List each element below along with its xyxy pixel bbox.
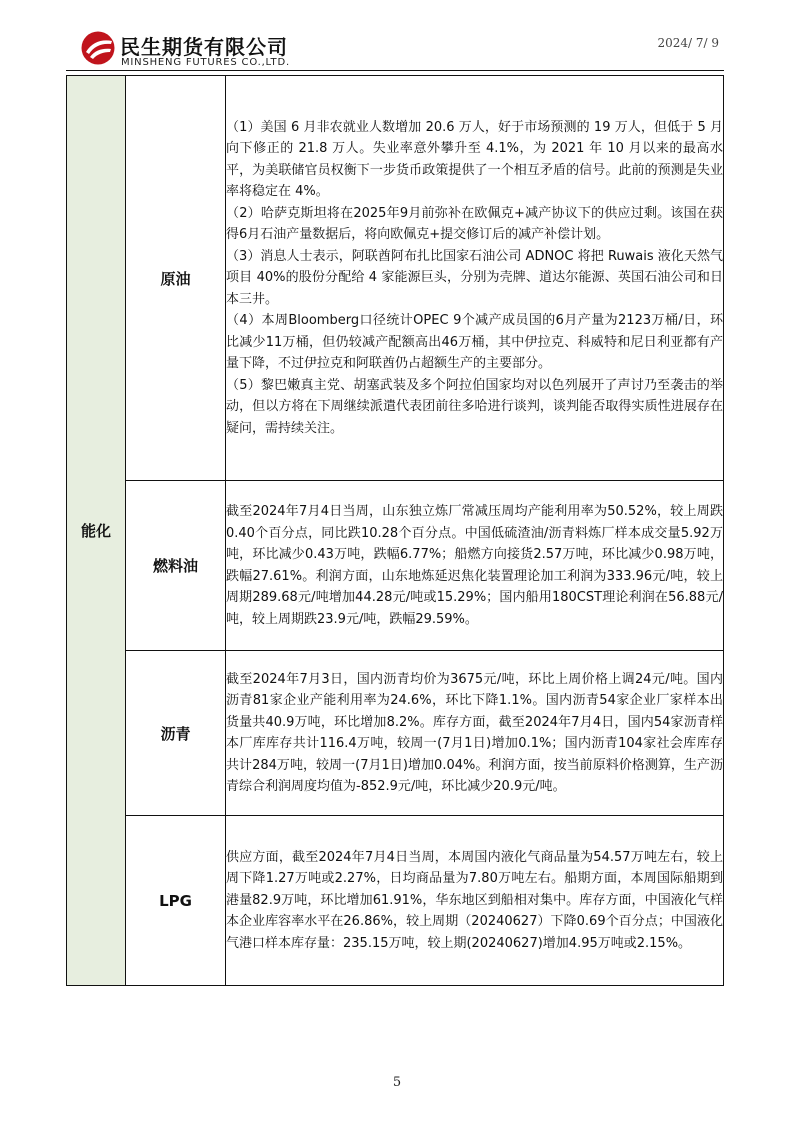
content-asphalt — [226, 651, 724, 816]
paragraph: （3）消息人士表示，阿联酋阿布扎比国家石油公司 ADNOC 将把 Ruwais 液化天然气项目 40%的股份分配给 4 家能源巨头，分别为壳牌、道达尔能源、英国石油公司和日本三井。 — [226, 248, 723, 307]
report-date: 2024/ 7/ 9 — [657, 36, 719, 50]
subcategory-fuel-oil: 燃料油 — [126, 481, 226, 651]
paragraph: （5）黎巴嫩真主党、胡塞武装及多个阿拉伯国家均对以色列展开了声讨乃至袭击的举动，但以方将在下周继续派遣代表团前往多哈进行谈判，谈判能否取得实质性进展存在疑问，需持续关注。 — [226, 377, 723, 436]
subcategory-crude-oil: 原油 — [126, 76, 226, 481]
page-header — [0, 0, 794, 72]
subcategory-asphalt: 沥青 — [126, 651, 226, 816]
table-row — [67, 76, 724, 481]
content-fuel-oil — [226, 481, 724, 651]
table-row — [67, 651, 724, 816]
content-crude-oil — [226, 76, 724, 481]
paragraph: （4）本周Bloomberg口径统计OPEC 9个减产成员国的6月产量为2123万桶/日，环比减少11万桶，但仍较减产配额高出46万桶，其中伊拉克、科威特和尼日利亚都有产量下降，不过伊拉克和阿联酋仍占超额生产的主要部分。 — [226, 313, 723, 372]
company-name-cn: 民生期货有限公司 — [120, 35, 288, 59]
category-cell: 能化 — [67, 76, 126, 986]
company-logo — [80, 30, 116, 66]
report-table — [66, 75, 724, 986]
paragraph: 供应方面，截至2024年7月4日当周，本周国内液化气商品量为54.57万吨左右，较上周下降1.27万吨或2.27%，日均商品量为7.80万吨左右。船期方面，本周国际船期到港量82.9万吨，环比增加61.91%，华东地区到船相对集中。库存方面，中国液化气样本企业库容率水平在26.86%，较上周期（20240627）下降0.69个百分点；中国液化气港口样本库存量：235.15万吨，较上期(20240627)增加4.95万吨或2.15%。 — [226, 849, 723, 951]
table-row — [67, 816, 724, 986]
content-lpg — [226, 816, 724, 986]
paragraph: 截至2024年7月4日当周，山东独立炼厂常减压周均产能利用率为50.52%，较上周跌0.40个百分点，同比跌10.28个百分点。中国低硫渣油/沥青料炼厂样本成交量5.92万吨，环比减少0.43万吨，跌幅6.77%；船燃方向接货2.57万吨，环比减少0.98万吨，跌幅27.61%。利润方面，山东地炼延迟焦化装置理论加工利润为333.96元/吨，较上周期289.68元/吨增加44.28元/吨或15.29%；国内船用180CST理论利润在56.88元/吨，较上周期跌23.9元/吨，跌幅29.59%。 — [226, 504, 723, 627]
paragraph: （2）哈萨克斯坦将在2025年9月前弥补在欧佩克+减产协议下的供应过剩。该国在获得6月石油产量数据后，将向欧佩克+提交修订后的减产补偿计划。 — [226, 205, 723, 243]
company-name-en: MINSHENG FUTURES CO.,LTD. — [121, 57, 290, 68]
header-rule — [66, 70, 724, 71]
table-row — [67, 481, 724, 651]
paragraph: （1）美国 6 月非农就业人数增加 20.6 万人，好于市场预测的 19 万人，但低于 5 月向下修正的 21.8 万人。失业率意外攀升至 4.1%，为 2021 年 10 月以来的最高水平，为美联储官员权衡下一步货币政策提供了一个相互矛盾的信号。此前的预测是失业率将稳定在 4%。 — [226, 119, 723, 200]
subcategory-lpg: LPG — [126, 816, 226, 986]
paragraph: 截至2024年7月3日，国内沥青均价为3675元/吨，环比上周价格上调24元/吨。国内沥青81家企业产能利用率为24.6%，环比下降1.1%。国内沥青54家企业厂家样本出货量共40.9万吨，环比增加8.2%。库存方面，截至2024年7月4日，国内54家沥青样本厂库库存共计116.4万吨，较周一(7月1日)增加0.1%；国内沥青104家社会库库存共计284万吨，较周一(7月1日)增加0.04%。利润方面，按当前原料价格测算，生产沥青综合利润周度均值为-852.9元/吨，环比减少20.9元/吨。 — [226, 671, 723, 794]
page-number: 5 — [392, 1075, 402, 1090]
